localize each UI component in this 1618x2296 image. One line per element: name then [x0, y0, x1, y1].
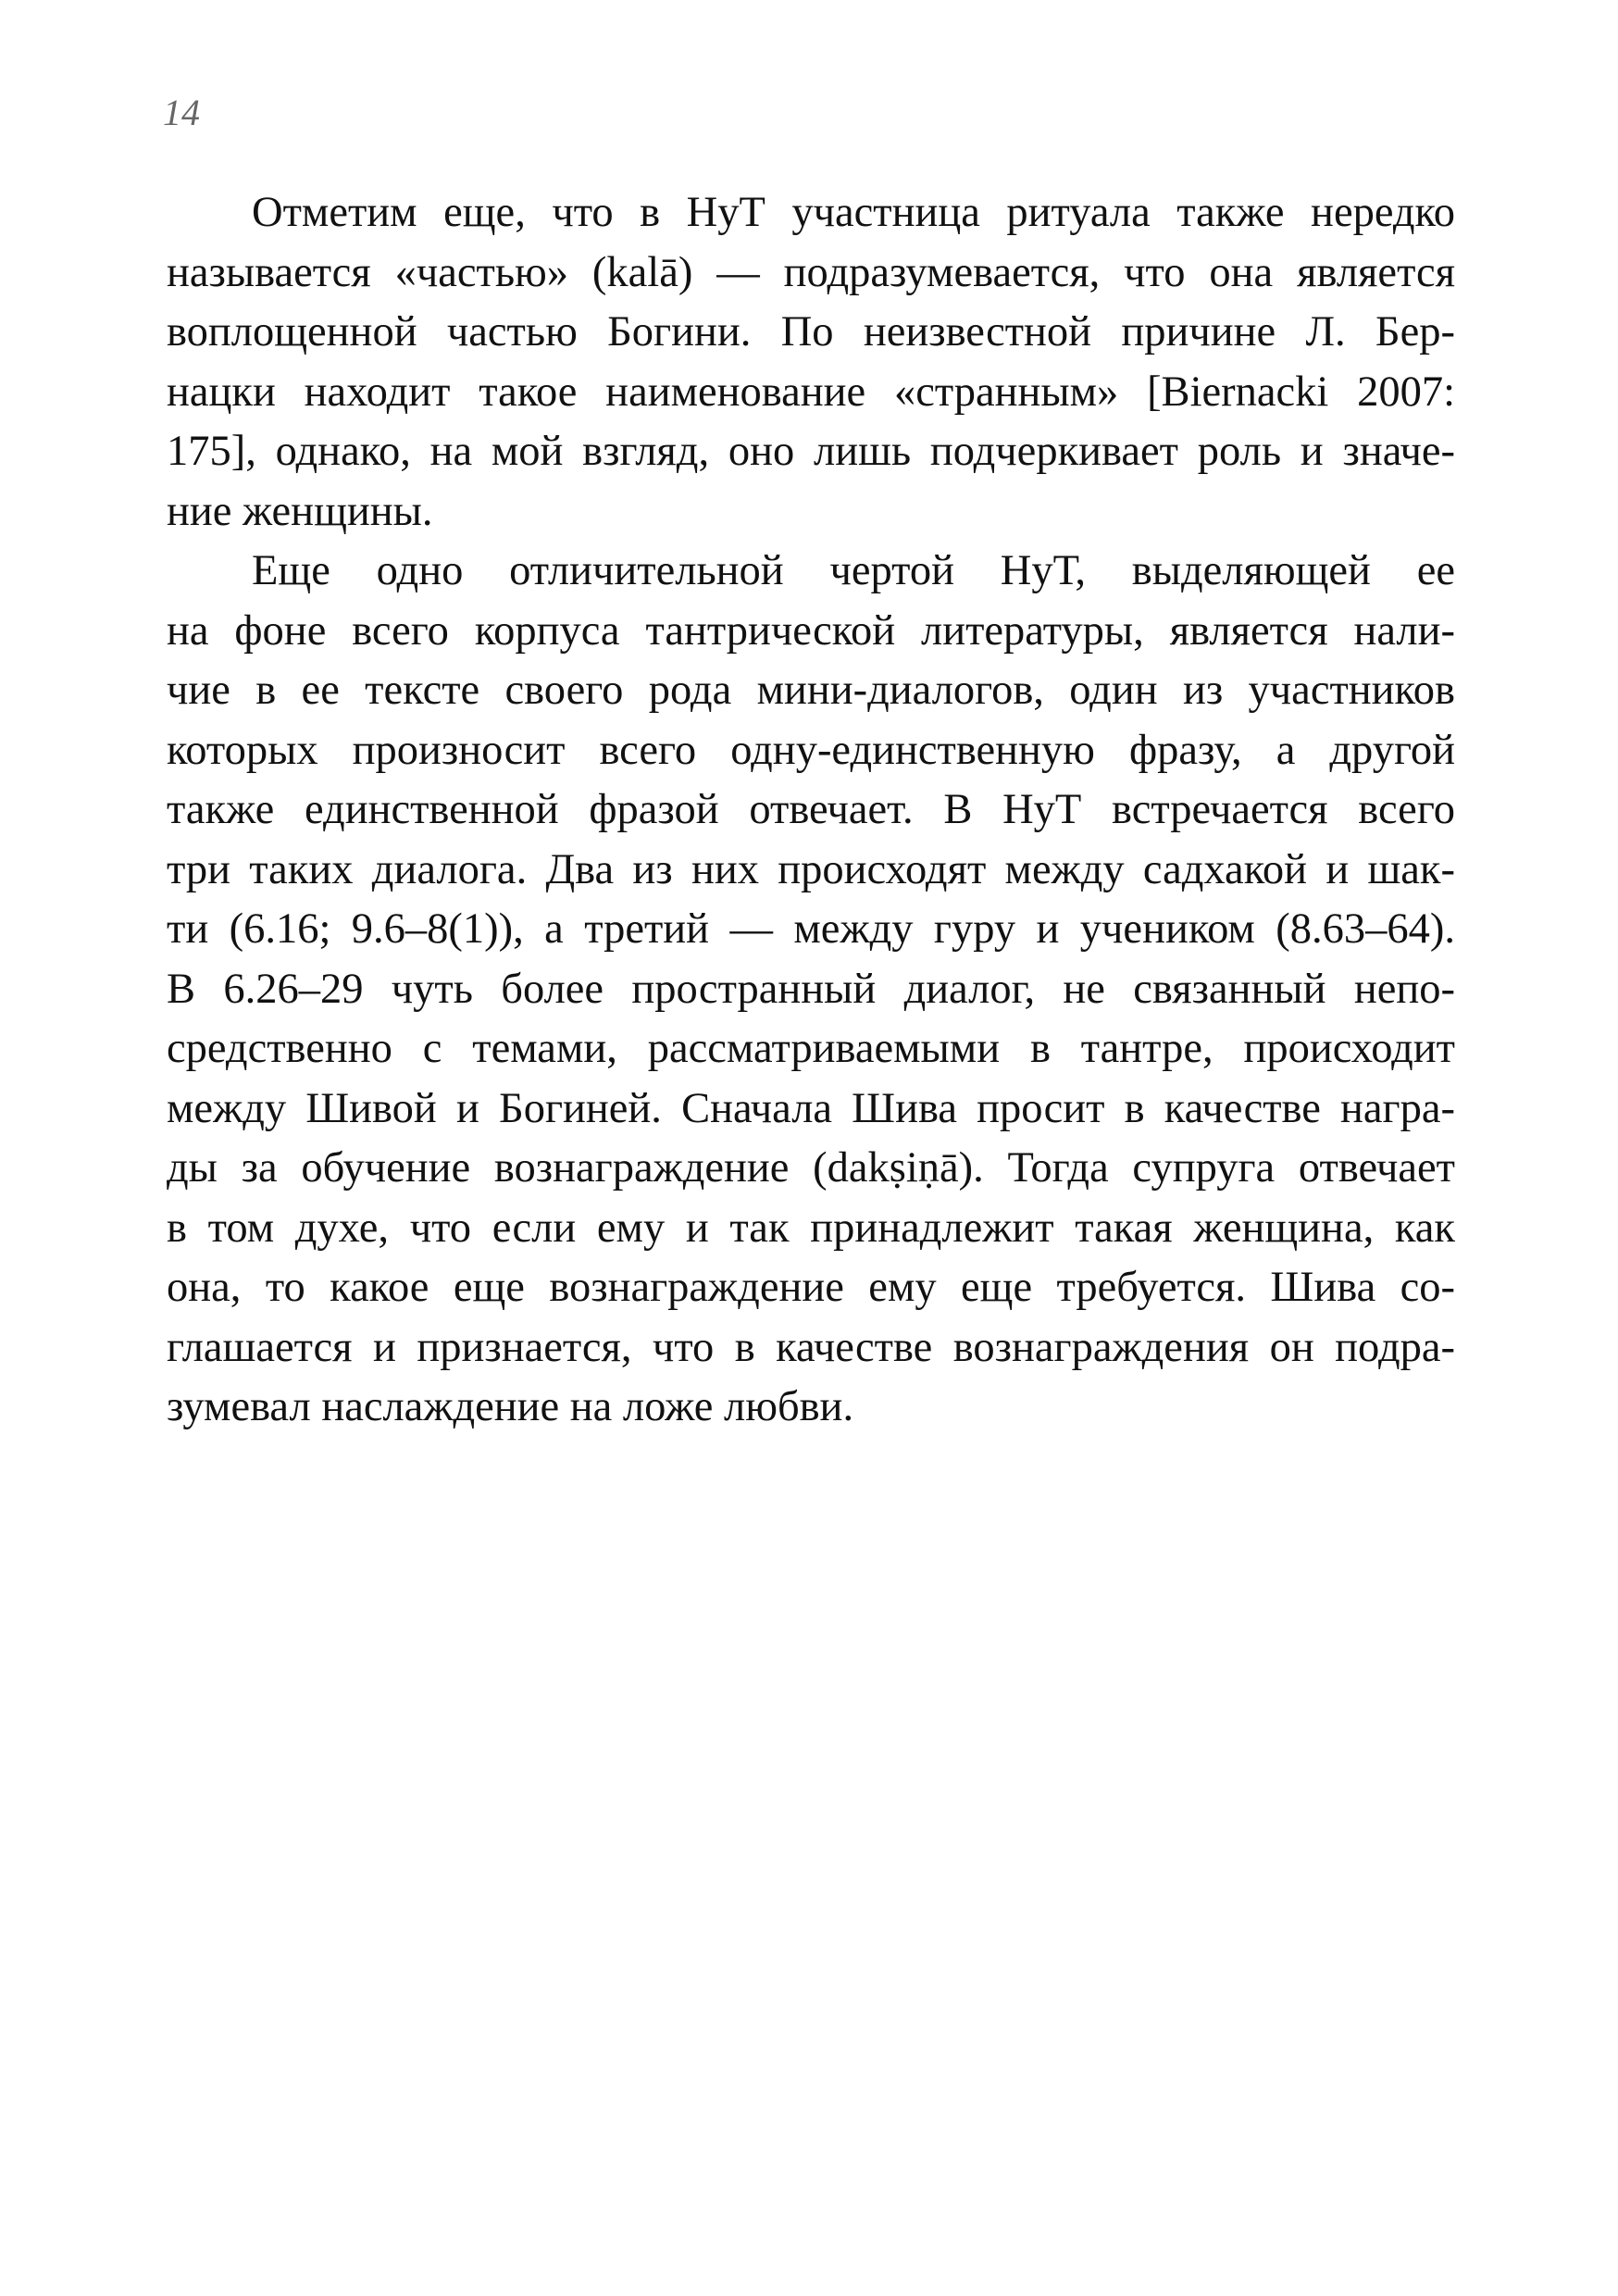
text-line: ние женщины.	[167, 487, 433, 535]
paragraph-1	[167, 183, 1455, 542]
text-line: ти (6.16; 9.6–8(1)), а третий — между гуру и учеником (8.63–64).	[167, 905, 1455, 953]
text-line: В 6.26–29 чуть более пространный диалог, не связанный непо-	[167, 965, 1455, 1013]
text-line: средственно с темами, рассматриваемыми в тантре, происходит	[167, 1025, 1455, 1072]
text-line: также единственной фразой отвечает. В НуТ встречается всего	[167, 786, 1455, 833]
text-line: которых произносит всего одну-единственную фразу, а другой	[167, 726, 1455, 774]
text-line: чие в ее тексте своего рода мини-диалогов, один из участников	[167, 667, 1455, 714]
page-number: 14	[163, 92, 200, 133]
text-line: называется «частью» (kalā) — подразумевается, что она является	[167, 248, 1455, 296]
text-line: три таких диалога. Два из них происходят между садхакой и шак-	[167, 845, 1455, 893]
text-line: нацки находит такое наименование «странным» [Biernacki 2007:	[167, 368, 1455, 416]
text-line: ды за обучение вознаграждение (dakṣiṇā). Тогда супруга отвечает	[167, 1144, 1455, 1192]
text-line: на фоне всего корпуса тантрической литературы, является нали-	[167, 606, 1455, 655]
text-line: она, то какое еще вознаграждение ему еще требуется. Шива со-	[167, 1264, 1455, 1311]
text-line: 175], однако, на мой взгляд, оно лишь подчеркивает роль и значе-	[167, 428, 1455, 475]
text-line: глашается и признается, что в качестве вознаграждения он подра-	[167, 1323, 1455, 1371]
text-line: в том духе, что если ему и так принадлежит такая женщина, как	[167, 1204, 1455, 1252]
text-line: зумевал наслаждение на ложе любви.	[167, 1383, 854, 1430]
text-line: воплощенной частью Богини. По неизвестной причине Л. Бер-	[167, 308, 1455, 356]
paragraph-2	[167, 542, 1455, 1438]
text-line: Отметим еще, что в НуТ участница ритуала также нередко	[252, 189, 1455, 236]
text-line: между Шивой и Богиней. Сначала Шива просит в качестве награ-	[167, 1084, 1455, 1132]
body-text	[167, 183, 1455, 1438]
text-line: Еще одно отличительной чертой НуТ, выделяющей ее	[252, 547, 1455, 594]
